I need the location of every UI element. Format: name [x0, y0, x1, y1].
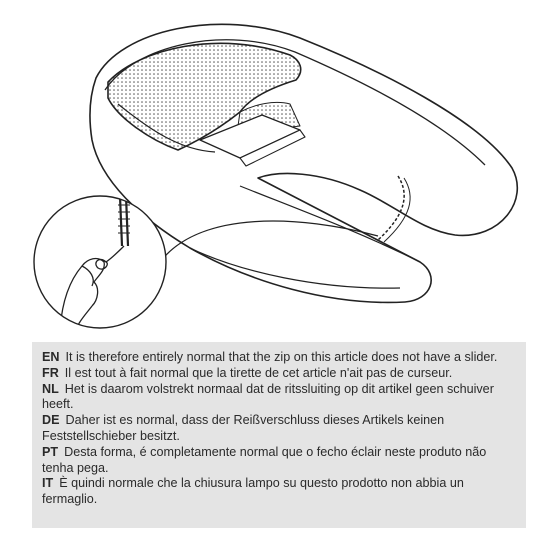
- instruction-pt: [42, 445, 516, 477]
- instruction-text: È quindi normale che la chiusura lampo su questo prodotto non abbia un fermaglio.: [42, 476, 464, 507]
- instruction-de: [42, 413, 516, 445]
- instructions-panel: [32, 342, 526, 528]
- instruction-text: Desta forma, é completamente normal que o fecho éclair neste produto não tenha pega.: [42, 444, 487, 475]
- instruction-en: [42, 350, 516, 366]
- lang-code: FR: [42, 365, 59, 380]
- lang-code: PT: [42, 444, 59, 459]
- instruction-it: [42, 476, 516, 508]
- instruction-text: It is therefore entirely normal that the zip on this article does not have a slider.: [65, 350, 498, 364]
- lang-code: IT: [42, 476, 54, 491]
- instruction-nl: [42, 382, 516, 414]
- lang-code: DE: [42, 413, 60, 428]
- instruction-text: Daher ist es normal, dass der Reißverschluss dieses Artikels keinen Feststellschieber besitzt.: [42, 413, 445, 443]
- instruction-fr: [42, 366, 516, 382]
- lang-code: EN: [42, 350, 60, 364]
- instruction-text: Il est tout à fait normal que la tirette de cet article n'ait pas de curseur.: [64, 365, 453, 380]
- zip-detail-circle: [34, 196, 166, 334]
- instruction-text: Het is daarom volstrekt normaal dat de ritssluiting op dit artikel geen schuiver heeft.: [42, 381, 494, 412]
- lang-code: NL: [42, 381, 59, 396]
